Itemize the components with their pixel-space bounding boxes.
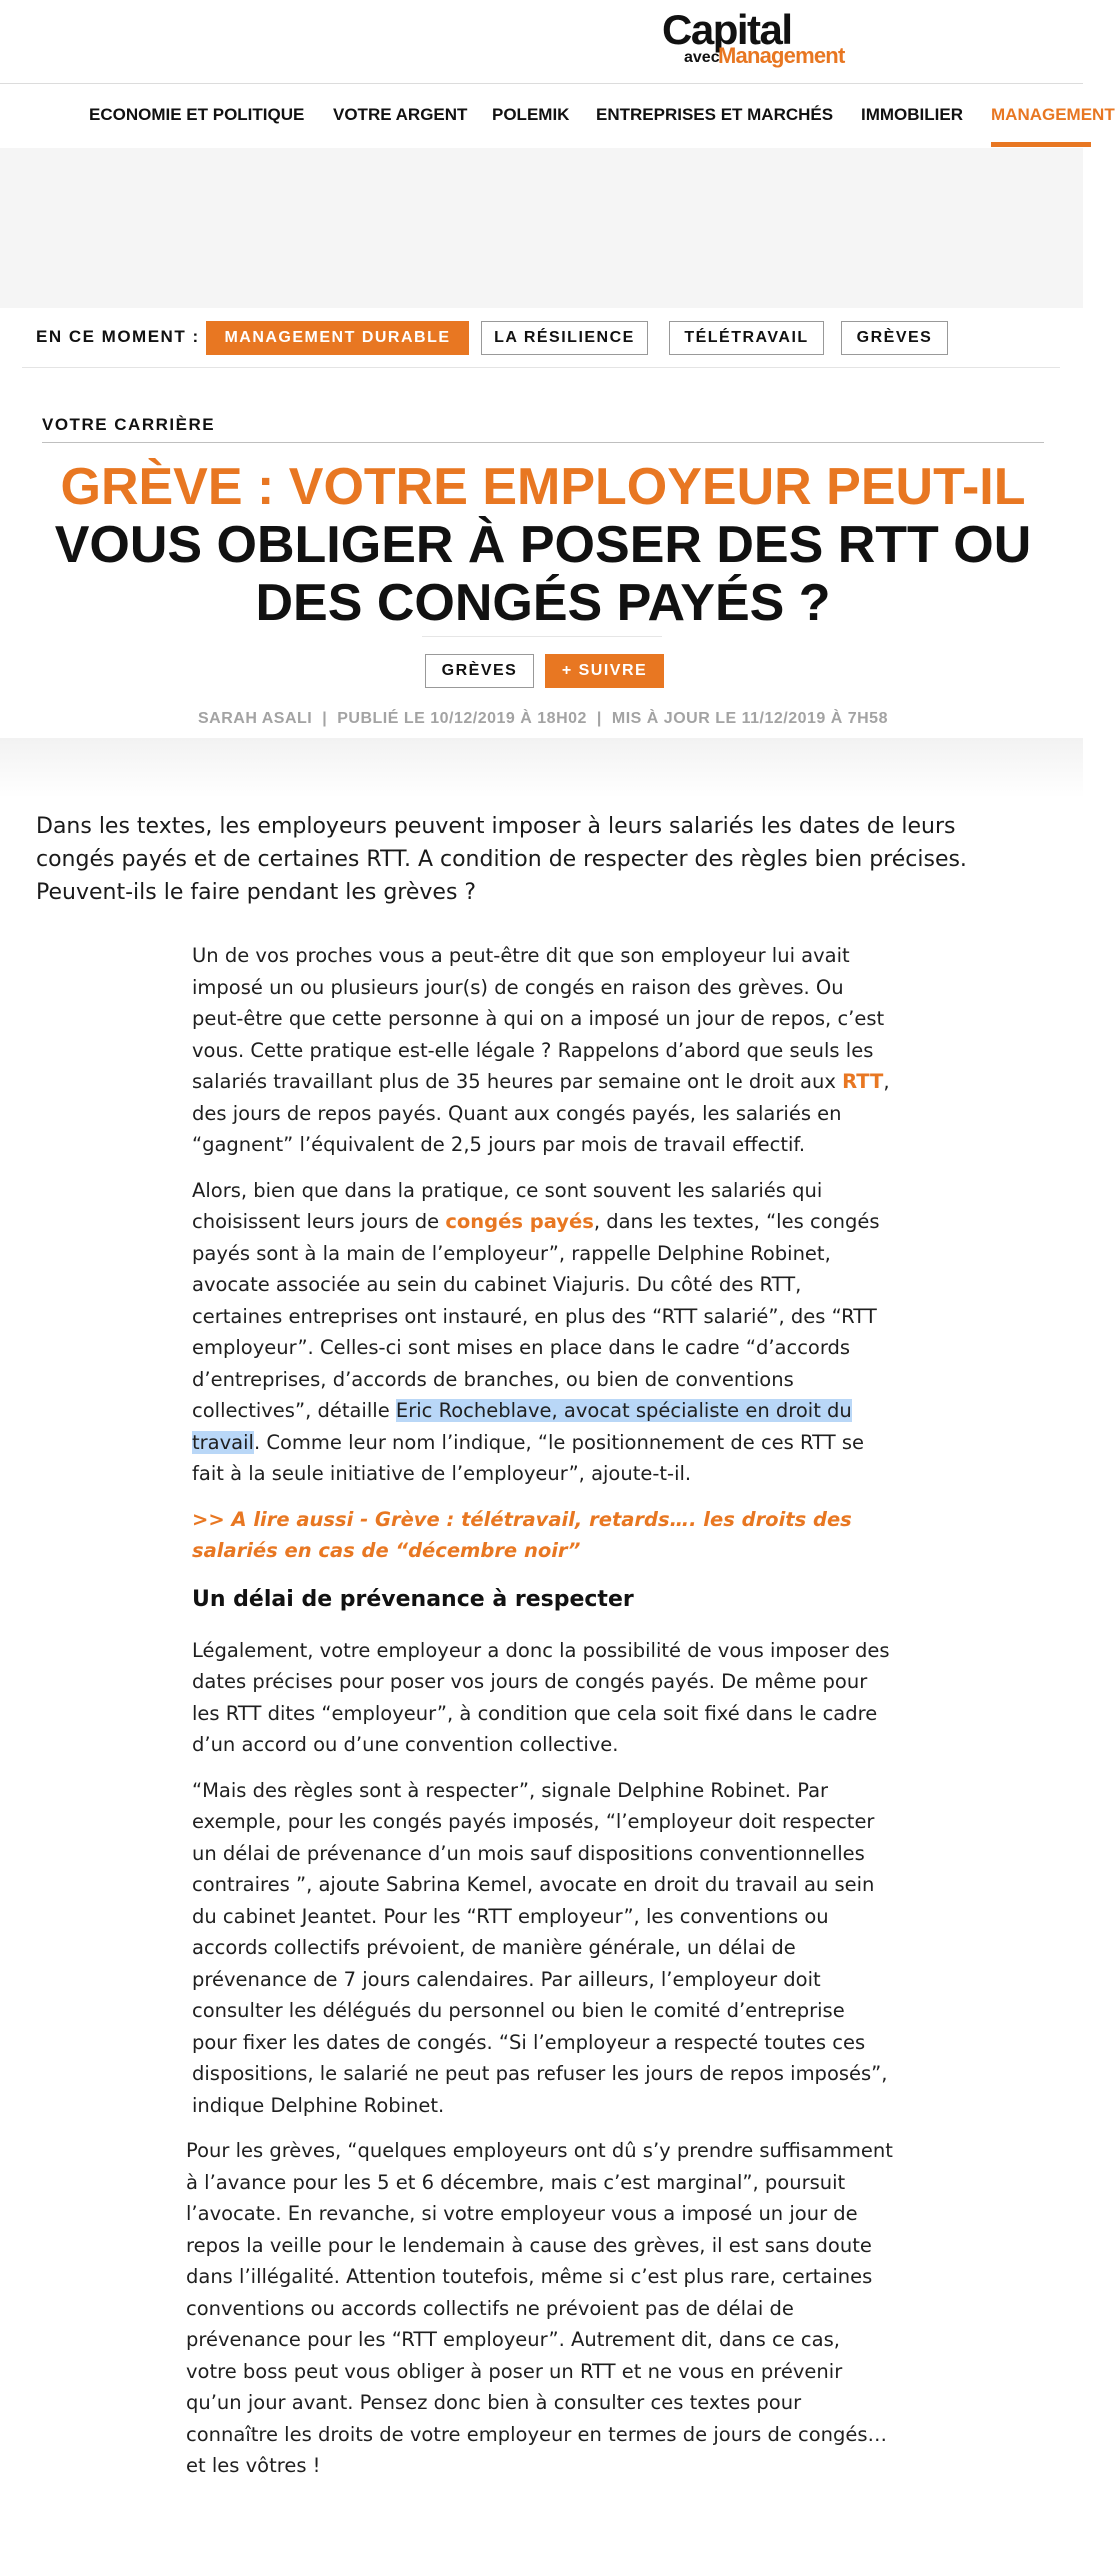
logo-avec-text: avec	[684, 49, 720, 66]
link-conges-payes[interactable]: congés payés	[445, 1210, 594, 1233]
byline-separator: |	[596, 710, 602, 727]
logo-capital-text: Capital	[662, 6, 792, 53]
title-highlight: GRÈVE : VOTRE EMPLOYEUR PEUT-IL	[60, 458, 1026, 516]
nav-economie-et-politique[interactable]: ECONOMIE ET POLITIQUE	[89, 105, 305, 124]
p2-text-after: . Comme leur nom l’indique, “le positionnement de ces RTT se fait à la seule initiative de l’employeur”, ajoute-t-il.	[192, 1430, 864, 1485]
p2-text-before: Alors, bien que dans la pratique, ce sont souvent les salariés qui choisissent leurs jours de	[192, 1178, 823, 1233]
site-header	[0, 0, 1115, 148]
header-shadow-band	[0, 738, 1083, 798]
article-lead: Dans les textes, les employeurs peuvent imposer à leurs salariés les dates de leurs congés payés et de certaines RTT. A condition de respecter des règles bien précises. Peuvent-ils le faire pendant les grèves ?	[36, 814, 967, 905]
paragraph-2	[192, 1175, 894, 1490]
nav-management[interactable]: MANAGEMENT	[991, 105, 1115, 124]
article-body	[186, 940, 894, 2496]
nav-active-indicator	[991, 142, 1091, 147]
tag-greves[interactable]: GRÈVES	[425, 654, 534, 688]
section-heading: Un délai de prévenance à respecter	[192, 1586, 634, 1612]
nav-polemik[interactable]: POLEMIK	[492, 105, 570, 124]
trend-chip-teletravail[interactable]: TÉLÉTRAVAIL	[669, 321, 824, 355]
nav-immobilier[interactable]: IMMOBILIER	[861, 105, 963, 124]
article-title	[42, 458, 1044, 632]
read-also-link[interactable]: >> A lire aussi - Grève : télétravail, retards…. les droits des salariés en cas de “décembre noir”	[192, 1507, 852, 1562]
follow-button[interactable]: + SUIVRE	[545, 654, 664, 688]
ad-placeholder	[0, 148, 1083, 308]
main-nav	[0, 84, 1115, 146]
byline-separator: |	[322, 710, 328, 727]
article-category[interactable]: VOTRE CARRIÈRE	[42, 415, 216, 434]
paragraph-5: Pour les grèves, “quelques employeurs ont dû s’y prendre suffisamment à l’avance pour les 5 et 6 décembre, mais c’est marginal”, poursuit l’avocate. En revanche, si votre employeur vous a imposé un jour de repos la veille pour le lendemain à cause des grèves, il est sans doute dans l’illégalité. Attention toutefois, même si c’est plus rare, certaines conventions ou accords collectifs ne prévoient pas de délai de prévenance pour les “RTT employeur”. Autrement dit, dans ce cas, votre boss peut vous obliger à poser un RTT et ne vous en prévenir qu’un jour avant. Pensez donc bien à consulter ces textes pour connaître les droits de votre employeur en termes de jours de congés… et les vôtres !	[186, 2139, 893, 2477]
p2-text-middle: , dans les textes, “les congés payés sont à la main de l’employeur”, rappelle Delphine Robinet, avocate associée au sein du cabinet Viajuris. Du côté des RTT, certaines entreprises ont instauré, en plus des “RTT salarié”, des “RTT employeur”. Celles-ci sont mises en place dans le cadre “d’accords d’entreprises, d’accords de branches, ou bien de conventions collectives”, détaille	[192, 1210, 880, 1422]
trending-label: EN CE MOMENT :	[36, 327, 200, 346]
paragraph-4: “Mais des règles sont à respecter”, signale Delphine Robinet. Par exemple, pour les congés payés imposés, “l’employeur doit respecter un délai de prévenance d’un mois sauf dispositions conventionnelles contraires ”, ajoute Sabrina Kemel, avocate en droit du travail au sein du cabinet Jeantet. Pour les “RTT employeur”, les conventions ou accords collectifs prévoient, de manière générale, un délai de prévenance de 7 jours calendaires. Par ailleurs, l’employeur doit consulter les délégués du personnel ou bien le comité d’entreprise pour fixer les dates de congés. “Si l’employeur a respecté toutes ces dispositions, le salarié ne peut pas refuser les jours de repos imposés”, indique Delphine Robinet.	[192, 1778, 888, 2117]
article-header	[22, 368, 1060, 738]
capital-logo[interactable]	[662, 6, 845, 76]
author-name[interactable]: SARAH ASALI	[198, 710, 313, 727]
trend-chip-la-resilience[interactable]: LA RÉSILIENCE	[481, 321, 648, 355]
published-date: PUBLIÉ LE 10/12/2019 À 18H02	[337, 710, 587, 727]
tag-divider	[422, 636, 662, 637]
nav-entreprises-et-marches[interactable]: ENTREPRISES ET MARCHÉS	[596, 105, 834, 124]
updated-date: MIS À JOUR LE 11/12/2019 À 7H58	[611, 710, 888, 727]
p1-text-before: Un de vos proches vous a peut-être dit que son employeur lui avait imposé un ou plusieurs jour(s) de congés en raison des grèves. Ou peut-être que cette personne à qui on a imposé un jour de repos, c’est vous. Cette pratique est-elle légale ? Rappelons d’abord que seuls les salariés travaillant plus de 35 heures par semaine ont le droit aux	[192, 944, 885, 1093]
paragraph-3: Légalement, votre employeur a donc la possibilité de vous imposer des dates précises pour poser vos jours de congés payés. De même pour les RTT dites “employeur”, à condition que cela soit fixé dans le cadre d’un accord ou d’une convention collective.	[192, 1638, 890, 1756]
trend-chip-management-durable[interactable]: MANAGEMENT DURABLE	[206, 321, 469, 355]
title-rest: VOUS OBLIGER À POSER DES RTT OU DES CONGÉS PAYÉS ?	[54, 516, 1032, 632]
nav-votre-argent[interactable]: VOTRE ARGENT	[333, 105, 468, 124]
trending-bar	[22, 308, 1060, 368]
article-byline	[42, 708, 1044, 730]
selected-text: Eric Rocheblave, avocat spécialiste en droit du travail	[192, 1399, 852, 1454]
paragraph-1	[192, 940, 894, 1161]
trend-chip-greves[interactable]: GRÈVES	[841, 321, 948, 355]
link-rtt[interactable]: RTT	[842, 1070, 884, 1093]
logo-management-text: Management	[718, 43, 845, 68]
category-divider	[42, 442, 1044, 443]
p1-text-after: , des jours de repos payés. Quant aux congés payés, les salariés en “gagnent” l’équivalent de 2,5 jours par mois de travail effectif.	[192, 1070, 890, 1156]
